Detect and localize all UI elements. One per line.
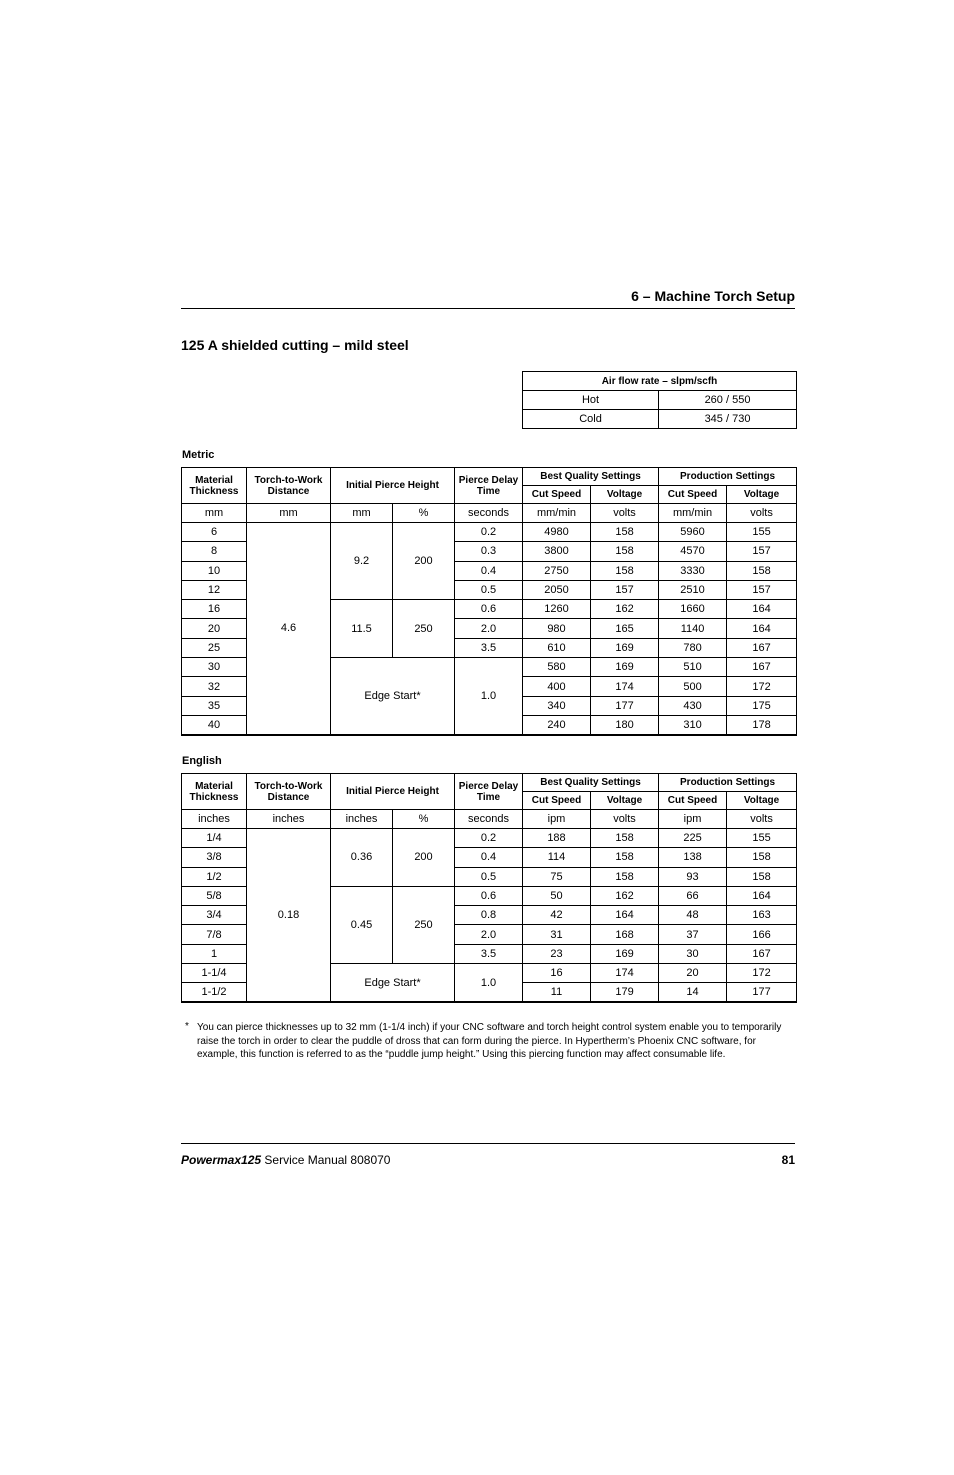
pierce-height-percent-cell: 250 bbox=[393, 886, 455, 963]
pierce-delay-cell: 0.6 bbox=[455, 600, 523, 619]
bq-cut-speed-cell: 340 bbox=[523, 696, 591, 715]
material-thickness-cell: 35 bbox=[182, 696, 247, 715]
bq-voltage-cell: 158 bbox=[591, 829, 659, 848]
prod-voltage-cell: 167 bbox=[727, 638, 797, 657]
bq-voltage-cell: 158 bbox=[591, 542, 659, 561]
edge-start-cell: Edge Start* bbox=[331, 964, 455, 1003]
prod-cut-speed-cell: 37 bbox=[659, 925, 727, 944]
unit-cell: seconds bbox=[455, 810, 523, 829]
pierce-height-percent-cell: 250 bbox=[393, 600, 455, 658]
page-number: 81 bbox=[781, 1153, 795, 1167]
prod-cut-speed-cell: 3330 bbox=[659, 561, 727, 580]
material-thickness-header: Material Thickness bbox=[182, 774, 247, 810]
bq-cut-speed-cell: 50 bbox=[523, 886, 591, 905]
pierce-delay-cell: 2.0 bbox=[455, 619, 523, 638]
pierce-delay-cell: 1.0 bbox=[455, 964, 523, 1003]
air-row-label: Hot bbox=[523, 391, 659, 410]
material-thickness-cell: 12 bbox=[182, 580, 247, 599]
pierce-delay-cell: 0.8 bbox=[455, 906, 523, 925]
prod-voltage-cell: 164 bbox=[727, 619, 797, 638]
english-cut-table bbox=[181, 773, 797, 1003]
unit-cell: volts bbox=[727, 810, 797, 829]
material-thickness-cell: 6 bbox=[182, 523, 247, 542]
bq-voltage-cell: 162 bbox=[591, 886, 659, 905]
material-thickness-cell: 8 bbox=[182, 542, 247, 561]
bq-voltage-cell: 158 bbox=[591, 523, 659, 542]
prod-cut-speed-cell: 14 bbox=[659, 983, 727, 1002]
bq-cut-speed-cell: 2050 bbox=[523, 580, 591, 599]
prod-cut-speed-cell: 1140 bbox=[659, 619, 727, 638]
material-thickness-cell: 10 bbox=[182, 561, 247, 580]
english-label: English bbox=[182, 755, 222, 767]
material-thickness-cell: 5/8 bbox=[182, 886, 247, 905]
voltage-header: Voltage bbox=[727, 792, 797, 810]
pierce-delay-cell: 0.2 bbox=[455, 523, 523, 542]
pierce-height-cell: 9.2 bbox=[331, 523, 393, 600]
pierce-delay-cell: 3.5 bbox=[455, 944, 523, 963]
prod-cut-speed-cell: 780 bbox=[659, 638, 727, 657]
bq-voltage-cell: 174 bbox=[591, 964, 659, 983]
material-thickness-cell: 25 bbox=[182, 638, 247, 657]
prod-voltage-cell: 155 bbox=[727, 523, 797, 542]
material-thickness-cell: 1/2 bbox=[182, 867, 247, 886]
prod-voltage-cell: 177 bbox=[727, 983, 797, 1002]
unit-cell: seconds bbox=[455, 504, 523, 523]
prod-voltage-cell: 158 bbox=[727, 848, 797, 867]
prod-cut-speed-cell: 48 bbox=[659, 906, 727, 925]
best-quality-header: Best Quality Settings bbox=[523, 468, 659, 486]
prod-voltage-cell: 175 bbox=[727, 696, 797, 715]
bq-cut-speed-cell: 16 bbox=[523, 964, 591, 983]
torch-to-work-header: Torch-to-Work Distance bbox=[247, 774, 331, 810]
best-quality-header: Best Quality Settings bbox=[523, 774, 659, 792]
bq-voltage-cell: 164 bbox=[591, 906, 659, 925]
prod-voltage-cell: 158 bbox=[727, 561, 797, 580]
air-flow-title: Air flow rate – slpm/scfh bbox=[523, 372, 797, 391]
prod-cut-speed-cell: 1660 bbox=[659, 600, 727, 619]
air-row-label: Cold bbox=[523, 410, 659, 429]
pierce-delay-cell: 3.5 bbox=[455, 638, 523, 657]
prod-cut-speed-cell: 225 bbox=[659, 829, 727, 848]
torch-to-work-header: Torch-to-Work Distance bbox=[247, 468, 331, 504]
bq-cut-speed-cell: 610 bbox=[523, 638, 591, 657]
pierce-height-cell: 0.45 bbox=[331, 886, 393, 963]
initial-pierce-height-header: Initial Pierce Height bbox=[331, 774, 455, 810]
prod-cut-speed-cell: 430 bbox=[659, 696, 727, 715]
bq-voltage-cell: 169 bbox=[591, 944, 659, 963]
cut-speed-header: Cut Speed bbox=[659, 486, 727, 504]
table-row bbox=[182, 523, 797, 542]
bq-voltage-cell: 158 bbox=[591, 867, 659, 886]
material-thickness-cell: 7/8 bbox=[182, 925, 247, 944]
unit-cell: mm/min bbox=[523, 504, 591, 523]
prod-cut-speed-cell: 500 bbox=[659, 677, 727, 696]
prod-voltage-cell: 166 bbox=[727, 925, 797, 944]
material-thickness-cell: 40 bbox=[182, 715, 247, 734]
bq-voltage-cell: 169 bbox=[591, 638, 659, 657]
material-thickness-cell: 32 bbox=[182, 677, 247, 696]
prod-cut-speed-cell: 5960 bbox=[659, 523, 727, 542]
unit-cell: mm/min bbox=[659, 504, 727, 523]
bq-voltage-cell: 165 bbox=[591, 619, 659, 638]
bq-cut-speed-cell: 31 bbox=[523, 925, 591, 944]
bq-voltage-cell: 157 bbox=[591, 580, 659, 599]
chapter-heading: 6 – Machine Torch Setup bbox=[631, 288, 795, 304]
prod-voltage-cell: 155 bbox=[727, 829, 797, 848]
voltage-header: Voltage bbox=[591, 486, 659, 504]
bq-cut-speed-cell: 980 bbox=[523, 619, 591, 638]
prod-voltage-cell: 157 bbox=[727, 580, 797, 599]
bq-cut-speed-cell: 75 bbox=[523, 867, 591, 886]
production-header: Production Settings bbox=[659, 774, 797, 792]
footnote-marker: * bbox=[185, 1021, 189, 1032]
pierce-delay-header: Pierce Delay Time bbox=[455, 774, 523, 810]
footer-manual bbox=[181, 1153, 390, 1167]
prod-voltage-cell: 164 bbox=[727, 886, 797, 905]
air-row-value: 345 / 730 bbox=[659, 410, 797, 429]
unit-cell: inches bbox=[182, 810, 247, 829]
bq-cut-speed-cell: 23 bbox=[523, 944, 591, 963]
bq-cut-speed-cell: 3800 bbox=[523, 542, 591, 561]
bq-cut-speed-cell: 4980 bbox=[523, 523, 591, 542]
unit-cell: volts bbox=[591, 810, 659, 829]
unit-cell: mm bbox=[331, 504, 393, 523]
unit-cell: inches bbox=[247, 810, 331, 829]
bq-voltage-cell: 177 bbox=[591, 696, 659, 715]
bq-cut-speed-cell: 400 bbox=[523, 677, 591, 696]
cut-speed-header: Cut Speed bbox=[659, 792, 727, 810]
unit-cell: volts bbox=[727, 504, 797, 523]
bq-cut-speed-cell: 11 bbox=[523, 983, 591, 1002]
voltage-header: Voltage bbox=[727, 486, 797, 504]
bq-voltage-cell: 168 bbox=[591, 925, 659, 944]
footer-manual-text: Service Manual 808070 bbox=[261, 1153, 391, 1167]
pierce-delay-cell: 0.5 bbox=[455, 867, 523, 886]
bq-cut-speed-cell: 114 bbox=[523, 848, 591, 867]
prod-cut-speed-cell: 2510 bbox=[659, 580, 727, 599]
section-title: 125 A shielded cutting – mild steel bbox=[181, 337, 409, 353]
pierce-height-percent-cell: 200 bbox=[393, 829, 455, 887]
prod-voltage-cell: 178 bbox=[727, 715, 797, 734]
prod-cut-speed-cell: 4570 bbox=[659, 542, 727, 561]
pierce-height-percent-cell: 200 bbox=[393, 523, 455, 600]
bq-voltage-cell: 158 bbox=[591, 848, 659, 867]
prod-voltage-cell: 172 bbox=[727, 677, 797, 696]
bq-cut-speed-cell: 2750 bbox=[523, 561, 591, 580]
unit-cell: ipm bbox=[523, 810, 591, 829]
material-thickness-cell: 1/4 bbox=[182, 829, 247, 848]
prod-cut-speed-cell: 66 bbox=[659, 886, 727, 905]
bq-cut-speed-cell: 42 bbox=[523, 906, 591, 925]
prod-cut-speed-cell: 20 bbox=[659, 964, 727, 983]
air-flow-table bbox=[522, 371, 797, 429]
metric-label: Metric bbox=[182, 449, 215, 461]
prod-voltage-cell: 164 bbox=[727, 600, 797, 619]
material-thickness-cell: 1-1/2 bbox=[182, 983, 247, 1002]
bq-cut-speed-cell: 580 bbox=[523, 658, 591, 677]
unit-cell: mm bbox=[247, 504, 331, 523]
pierce-delay-header: Pierce Delay Time bbox=[455, 468, 523, 504]
prod-voltage-cell: 163 bbox=[727, 906, 797, 925]
pierce-delay-cell: 2.0 bbox=[455, 925, 523, 944]
prod-cut-speed-cell: 93 bbox=[659, 867, 727, 886]
pierce-delay-cell: 0.5 bbox=[455, 580, 523, 599]
unit-cell: ipm bbox=[659, 810, 727, 829]
prod-cut-speed-cell: 310 bbox=[659, 715, 727, 734]
prod-voltage-cell: 158 bbox=[727, 867, 797, 886]
torch-distance-cell: 4.6 bbox=[247, 523, 331, 735]
bq-voltage-cell: 174 bbox=[591, 677, 659, 696]
initial-pierce-height-header: Initial Pierce Height bbox=[331, 468, 455, 504]
pierce-delay-cell: 0.4 bbox=[455, 561, 523, 580]
material-thickness-cell: 1 bbox=[182, 944, 247, 963]
pierce-delay-cell: 0.4 bbox=[455, 848, 523, 867]
bq-cut-speed-cell: 188 bbox=[523, 829, 591, 848]
pierce-height-cell: 11.5 bbox=[331, 600, 393, 658]
table-row bbox=[182, 829, 797, 848]
unit-cell: % bbox=[393, 504, 455, 523]
prod-voltage-cell: 172 bbox=[727, 964, 797, 983]
pierce-height-cell: 0.36 bbox=[331, 829, 393, 887]
unit-cell: mm bbox=[182, 504, 247, 523]
material-thickness-cell: 30 bbox=[182, 658, 247, 677]
edge-start-cell: Edge Start* bbox=[331, 658, 455, 735]
bq-voltage-cell: 179 bbox=[591, 983, 659, 1002]
unit-cell: inches bbox=[331, 810, 393, 829]
prod-voltage-cell: 167 bbox=[727, 944, 797, 963]
prod-cut-speed-cell: 30 bbox=[659, 944, 727, 963]
cut-speed-header: Cut Speed bbox=[523, 486, 591, 504]
prod-cut-speed-cell: 510 bbox=[659, 658, 727, 677]
torch-distance-cell: 0.18 bbox=[247, 829, 331, 1003]
metric-cut-table bbox=[181, 467, 797, 736]
pierce-delay-cell: 0.3 bbox=[455, 542, 523, 561]
pierce-delay-cell: 0.6 bbox=[455, 886, 523, 905]
footnote-text: You can pierce thicknesses up to 32 mm (1-1/4 inch) if your CNC software and torch height control system enable you to temporarily raise the torch in order to clear the puddle of dross that can form during the pierce. In Hypertherm’s Phoenix CNC software, for example, this function is referred to as the “puddle jump height.” Using this piercing function may affect consumable life. bbox=[197, 1022, 782, 1060]
material-thickness-header: Material Thickness bbox=[182, 468, 247, 504]
material-thickness-cell: 1-1/4 bbox=[182, 964, 247, 983]
material-thickness-cell: 20 bbox=[182, 619, 247, 638]
prod-cut-speed-cell: 138 bbox=[659, 848, 727, 867]
footer-brand: Powermax125 bbox=[181, 1153, 262, 1167]
header-rule bbox=[181, 308, 795, 309]
unit-cell: % bbox=[393, 810, 455, 829]
cut-speed-header: Cut Speed bbox=[523, 792, 591, 810]
material-thickness-cell: 3/8 bbox=[182, 848, 247, 867]
production-header: Production Settings bbox=[659, 468, 797, 486]
prod-voltage-cell: 157 bbox=[727, 542, 797, 561]
bq-voltage-cell: 162 bbox=[591, 600, 659, 619]
voltage-header: Voltage bbox=[591, 792, 659, 810]
unit-cell: volts bbox=[591, 504, 659, 523]
prod-voltage-cell: 167 bbox=[727, 658, 797, 677]
bq-voltage-cell: 169 bbox=[591, 658, 659, 677]
pierce-delay-cell: 1.0 bbox=[455, 658, 523, 735]
pierce-delay-cell: 0.2 bbox=[455, 829, 523, 848]
air-row-value: 260 / 550 bbox=[659, 391, 797, 410]
footer-rule bbox=[181, 1143, 795, 1144]
bq-cut-speed-cell: 1260 bbox=[523, 600, 591, 619]
bq-voltage-cell: 180 bbox=[591, 715, 659, 734]
bq-cut-speed-cell: 240 bbox=[523, 715, 591, 734]
material-thickness-cell: 16 bbox=[182, 600, 247, 619]
bq-voltage-cell: 158 bbox=[591, 561, 659, 580]
material-thickness-cell: 3/4 bbox=[182, 906, 247, 925]
